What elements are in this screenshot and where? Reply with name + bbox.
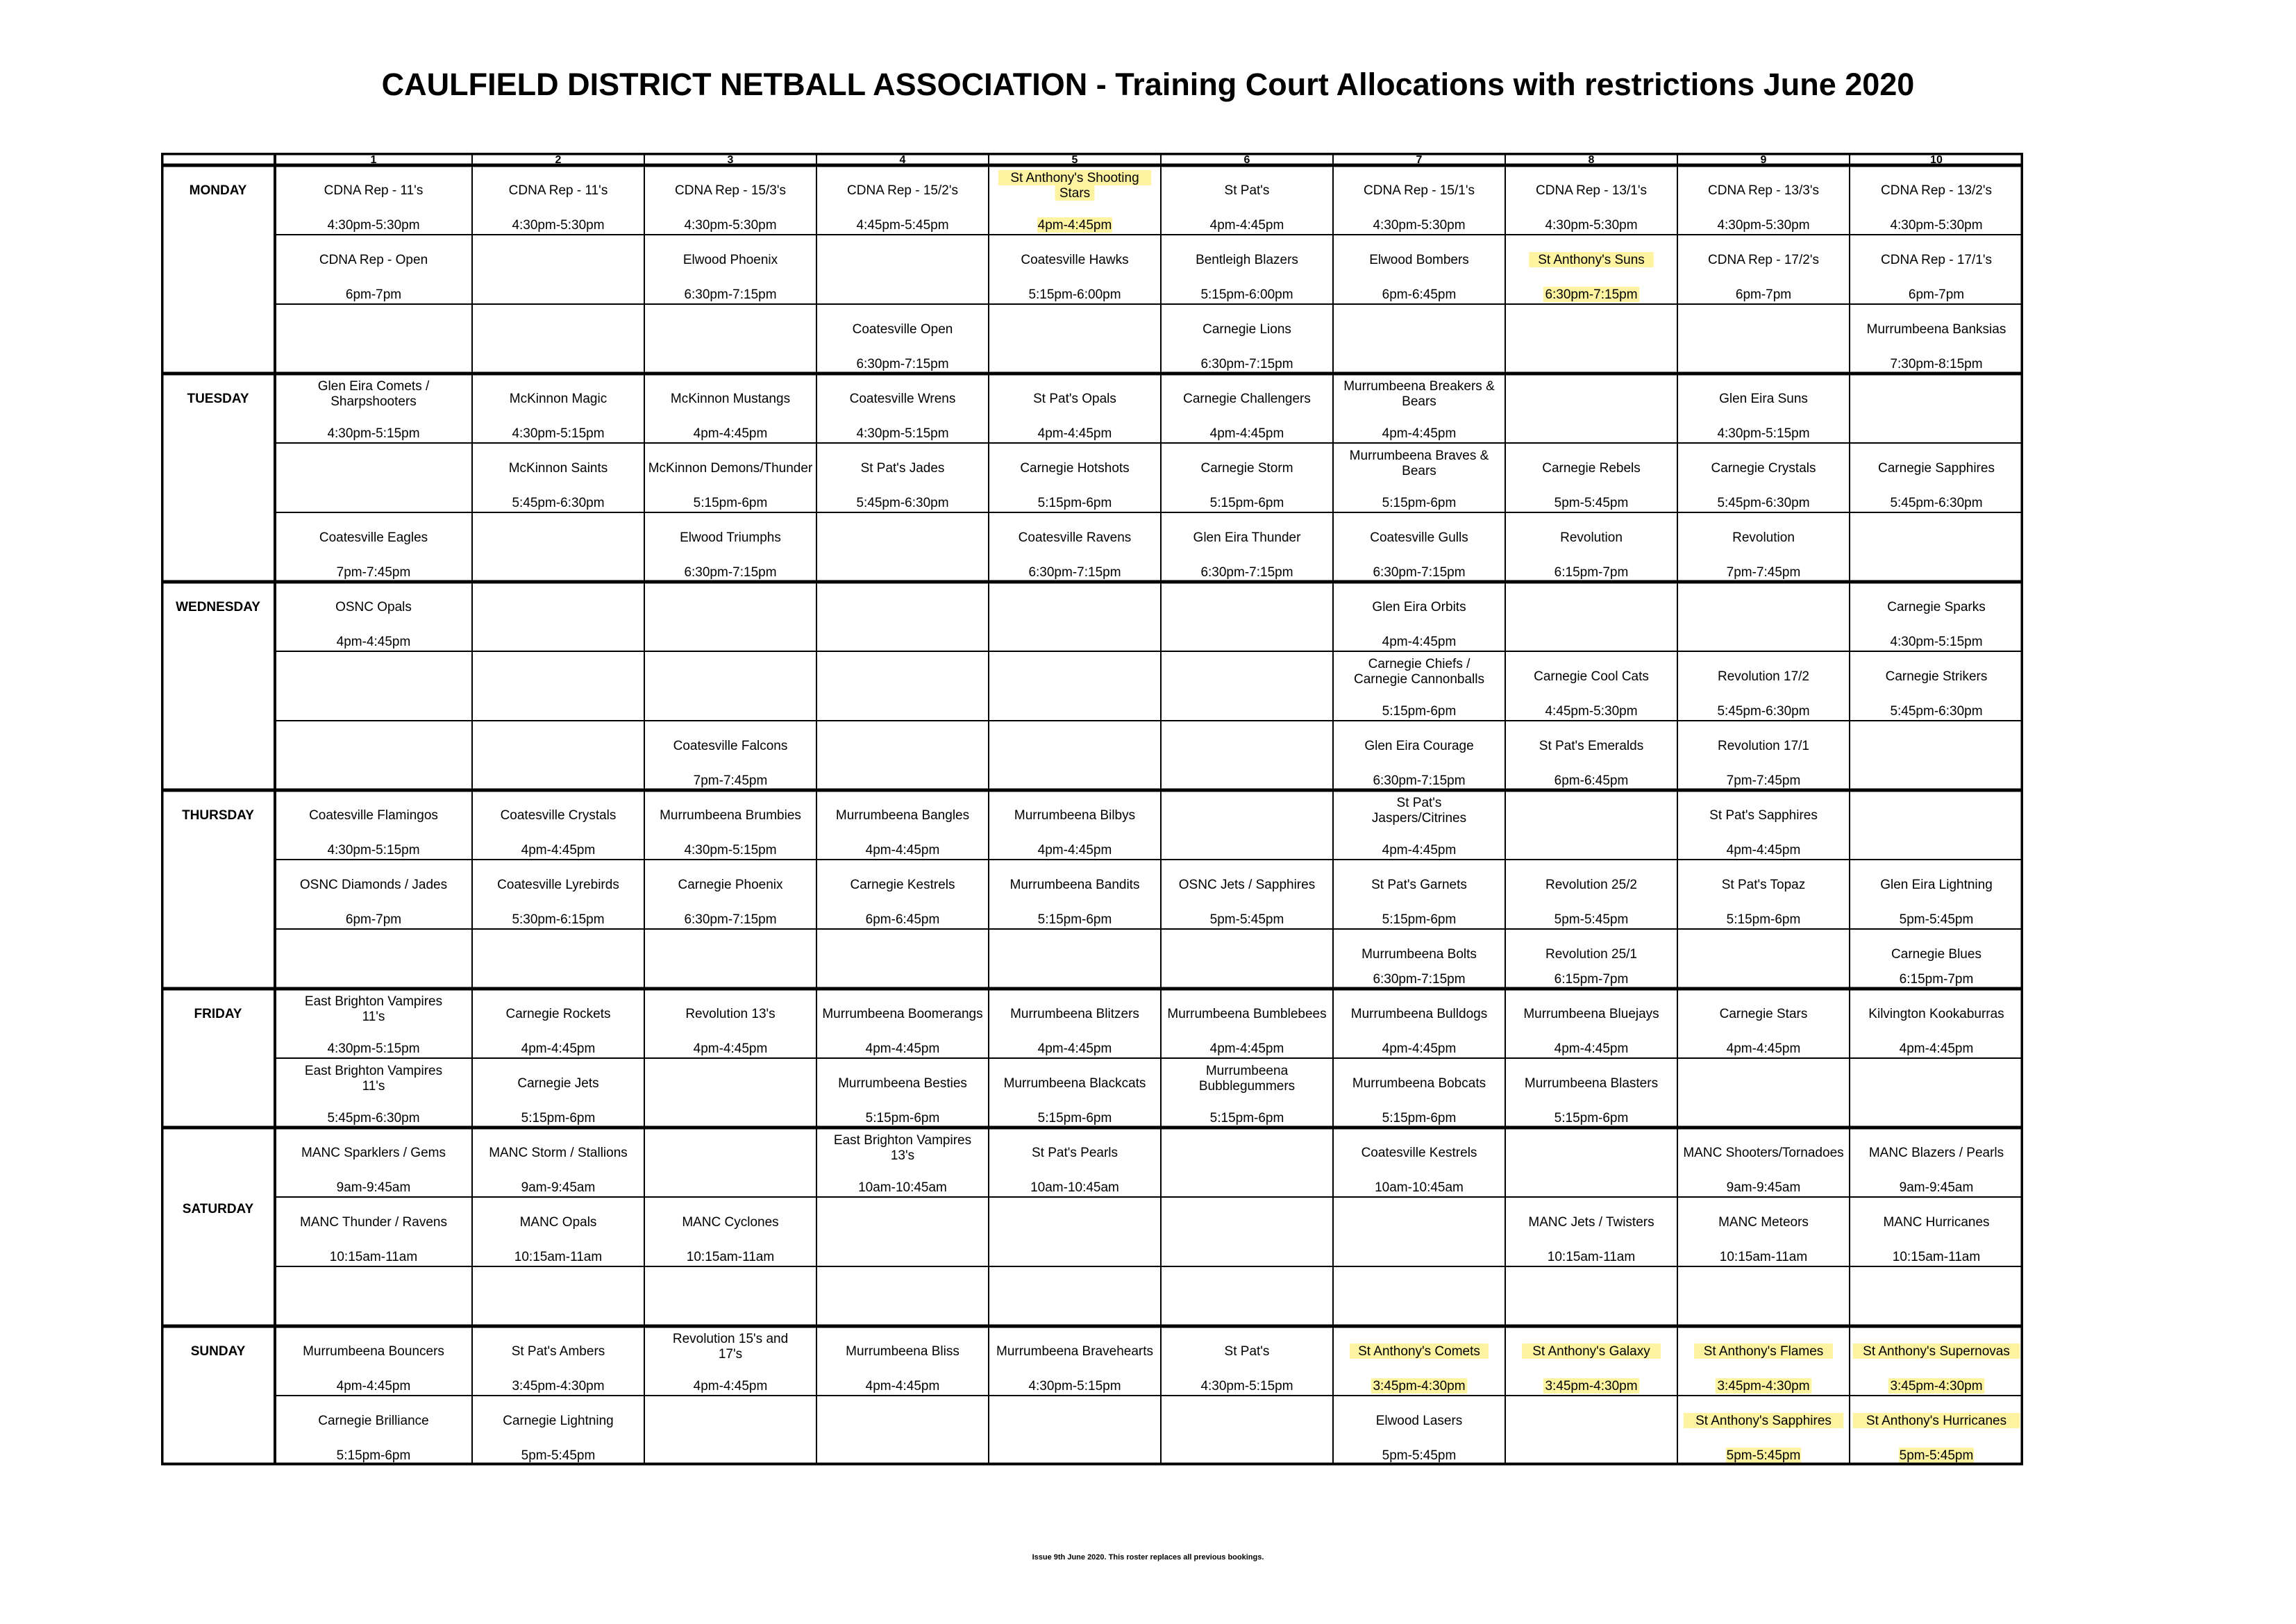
session-time: 5:30pm-6:15pm xyxy=(512,912,605,927)
team-name-revolution-13-s: Revolution 13's xyxy=(685,1007,776,1021)
team-name-cdna-rep-open: CDNA Rep - Open xyxy=(319,253,428,267)
day-label-thursday: THURSDAY xyxy=(182,808,254,823)
team-name-murrumbeena-bluejays: Murrumbeena Bluejays xyxy=(1523,1007,1659,1021)
session-time: 4pm-4:45pm xyxy=(693,1041,768,1056)
session-time: 4pm-4:45pm xyxy=(521,1041,596,1056)
day-label-tuesday: TUESDAY xyxy=(187,392,249,406)
team-name-carnegie-rockets: Carnegie Rockets xyxy=(505,1007,611,1021)
session-time: 4pm-4:45pm xyxy=(865,1379,940,1393)
team-name-revolution-25-1: Revolution 25/1 xyxy=(1545,947,1638,962)
session-time: 6pm-7pm xyxy=(345,287,402,302)
court-header-10: 10 xyxy=(1930,154,1943,166)
session-time: 10am-10:45am xyxy=(1375,1180,1464,1195)
session-time: 6:30pm-7:15pm xyxy=(1373,972,1466,987)
session-time: 7pm-7:45pm xyxy=(336,565,411,580)
session-time: 3:45pm-4:30pm xyxy=(512,1379,605,1393)
session-time: 5:45pm-6:30pm xyxy=(1717,496,1810,510)
session-time: 3:45pm-4:30pm xyxy=(1545,1379,1638,1393)
team-name-murrumbeena-banksias: Murrumbeena Banksias xyxy=(1866,322,2006,337)
team-name-east-brighton-vampires-13-s: 13's xyxy=(890,1148,915,1163)
team-name-st-anthony-s-supernovas: St Anthony's Supernovas xyxy=(1863,1344,2010,1359)
team-name-st-anthony-s-galaxy: St Anthony's Galaxy xyxy=(1532,1344,1650,1359)
session-time: 5:15pm-6pm xyxy=(1037,1111,1112,1125)
session-time: 10am-10:45am xyxy=(1030,1180,1119,1195)
session-time: 10:15am-11am xyxy=(1892,1250,1981,1264)
team-name-east-brighton-vampires-11-s: 11's xyxy=(362,1010,385,1024)
session-time: 6:30pm-7:15pm xyxy=(1373,773,1466,788)
court-header-6: 6 xyxy=(1243,154,1250,166)
session-time: 4pm-4:45pm xyxy=(1209,1041,1284,1056)
session-time: 4:45pm-5:30pm xyxy=(1545,704,1638,719)
session-time: 4pm-4:45pm xyxy=(336,1379,411,1393)
session-time: 4pm-4:45pm xyxy=(1037,843,1112,857)
team-name-carnegie-stars: Carnegie Stars xyxy=(1719,1007,1808,1021)
session-time: 10:15am-11am xyxy=(329,1250,418,1264)
team-name-bentleigh-blazers: Bentleigh Blazers xyxy=(1196,253,1298,267)
session-time: 4pm-4:45pm xyxy=(1209,218,1284,233)
team-name-st-pat-s: St Pat's xyxy=(1224,1344,1270,1359)
team-name-glen-eira-suns: Glen Eira Suns xyxy=(1719,392,1808,406)
team-name-manc-storm-stallions: MANC Storm / Stallions xyxy=(489,1146,628,1160)
session-time: 5:45pm-6:30pm xyxy=(1890,704,1983,719)
team-name-osnc-jets-sapphires: OSNC Jets / Sapphires xyxy=(1178,878,1316,892)
team-name-st-pat-s-sapphires: St Pat's Sapphires xyxy=(1709,808,1818,823)
session-time: 5:45pm-6:30pm xyxy=(1717,704,1810,719)
team-name-murrumbeena-bandits: Murrumbeena Bandits xyxy=(1009,878,1140,892)
team-name-st-anthony-s-shooting-stars: Stars xyxy=(1059,186,1091,201)
team-name-murrumbeena-breakers-bears: Bears xyxy=(1402,394,1436,409)
session-time: 4:30pm-5:15pm xyxy=(327,843,420,857)
team-name-revolution-17-1: Revolution 17/1 xyxy=(1717,739,1810,753)
team-name-cdna-rep-11-s: CDNA Rep - 11's xyxy=(508,183,608,198)
team-name-coatesville-hawks: Coatesville Hawks xyxy=(1021,253,1129,267)
session-time: 4:30pm-5:15pm xyxy=(1028,1379,1121,1393)
team-name-murrumbeena-blasters: Murrumbeena Blasters xyxy=(1524,1076,1659,1091)
session-time: 4pm-4:45pm xyxy=(336,635,411,649)
session-time: 6:30pm-7:15pm xyxy=(684,287,777,302)
team-name-carnegie-cool-cats: Carnegie Cool Cats xyxy=(1534,669,1649,684)
team-name-mckinnon-demons-thunder: McKinnon Demons/Thunder xyxy=(648,461,813,476)
team-name-murrumbeena-boomerangs: Murrumbeena Boomerangs xyxy=(822,1007,983,1021)
team-name-murrumbeena-bouncers: Murrumbeena Bouncers xyxy=(303,1344,444,1359)
session-time: 10:15am-11am xyxy=(1547,1250,1636,1264)
team-name-carnegie-crystals: Carnegie Crystals xyxy=(1711,461,1816,476)
team-name-st-anthony-s-sapphires: St Anthony's Sapphires xyxy=(1695,1414,1832,1428)
court-header-8: 8 xyxy=(1588,154,1595,166)
team-name-mckinnon-saints: McKinnon Saints xyxy=(508,461,608,476)
session-time: 4:30pm-5:30pm xyxy=(1373,218,1466,233)
team-name-manc-blazers-pearls: MANC Blazers / Pearls xyxy=(1868,1146,2004,1160)
session-time: 6pm-7pm xyxy=(1735,287,1792,302)
session-time: 9am-9:45am xyxy=(1726,1180,1801,1195)
session-time: 4pm-4:45pm xyxy=(1554,1041,1629,1056)
team-name-carnegie-challengers: Carnegie Challengers xyxy=(1183,392,1311,406)
page-title: CAULFIELD DISTRICT NETBALL ASSOCIATION - Training Court Allocations with restrictions June 2020 xyxy=(381,67,1915,102)
team-name-kilvington-kookaburras: Kilvington Kookaburras xyxy=(1868,1007,2004,1021)
team-name-revolution-15-s-and-17-s: Revolution 15's and xyxy=(672,1332,789,1346)
team-name-elwood-phoenix: Elwood Phoenix xyxy=(682,253,778,267)
session-time: 4pm-4:45pm xyxy=(1382,635,1457,649)
session-time: 6:30pm-7:15pm xyxy=(684,565,777,580)
session-time: 5:15pm-6pm xyxy=(865,1111,940,1125)
team-name-manc-jets-twisters: MANC Jets / Twisters xyxy=(1528,1215,1654,1230)
team-name-coatesville-flamingos: Coatesville Flamingos xyxy=(309,808,438,823)
team-name-carnegie-hotshots: Carnegie Hotshots xyxy=(1020,461,1130,476)
session-time: 5pm-5:45pm xyxy=(1726,1448,1801,1463)
team-name-cdna-rep-17-2-s: CDNA Rep - 17/2's xyxy=(1708,253,1819,267)
session-time: 4pm-4:45pm xyxy=(1037,218,1112,233)
session-time: 4pm-4:45pm xyxy=(865,1041,940,1056)
team-name-elwood-lasers: Elwood Lasers xyxy=(1375,1414,1463,1428)
session-time: 5:15pm-6pm xyxy=(1037,912,1112,927)
session-time: 4pm-4:45pm xyxy=(1037,426,1112,441)
session-time: 9am-9:45am xyxy=(521,1180,596,1195)
team-name-carnegie-blues: Carnegie Blues xyxy=(1891,947,1981,962)
team-name-coatesville-crystals: Coatesville Crystals xyxy=(500,808,617,823)
session-time: 4:30pm-5:15pm xyxy=(327,426,420,441)
footer-note: Issue 9th June 2020. This roster replaces all previous bookings. xyxy=(1032,1553,1264,1562)
session-time: 6:30pm-7:15pm xyxy=(856,357,949,371)
team-name-elwood-triumphs: Elwood Triumphs xyxy=(680,530,781,545)
team-name-carnegie-chiefs-carnegie-cannonballs: Carnegie Chiefs / xyxy=(1368,657,1470,671)
team-name-glen-eira-lightning: Glen Eira Lightning xyxy=(1880,878,1993,892)
team-name-st-anthony-s-comets: St Anthony's Comets xyxy=(1358,1344,1480,1359)
session-time: 4pm-4:45pm xyxy=(693,426,768,441)
team-name-carnegie-rebels: Carnegie Rebels xyxy=(1542,461,1641,476)
team-name-murrumbeena-bulldogs: Murrumbeena Bulldogs xyxy=(1350,1007,1488,1021)
court-header-3: 3 xyxy=(727,154,734,166)
session-time: 6pm-6:45pm xyxy=(1382,287,1457,302)
team-name-glen-eira-courage: Glen Eira Courage xyxy=(1364,739,1474,753)
team-name-coatesville-wrens: Coatesville Wrens xyxy=(849,392,956,406)
team-name-east-brighton-vampires-11-s: East Brighton Vampires xyxy=(304,1064,443,1078)
team-name-murrumbeena-bilbys: Murrumbeena Bilbys xyxy=(1014,808,1136,823)
session-time: 4:30pm-5:15pm xyxy=(1200,1379,1293,1393)
session-time: 6pm-6:45pm xyxy=(1554,773,1629,788)
session-time: 4:30pm-5:30pm xyxy=(1717,218,1810,233)
session-time: 5:45pm-6:30pm xyxy=(856,496,949,510)
session-time: 4pm-4:45pm xyxy=(693,1379,768,1393)
session-time: 7pm-7:45pm xyxy=(693,773,768,788)
session-time: 4pm-4:45pm xyxy=(521,843,596,857)
session-time: 5:15pm-6pm xyxy=(1209,1111,1284,1125)
team-name-st-anthony-s-shooting-stars: St Anthony's Shooting xyxy=(1010,171,1139,185)
court-header-5: 5 xyxy=(1071,154,1078,166)
session-time: 5:15pm-6pm xyxy=(1726,912,1801,927)
session-time: 4:30pm-5:30pm xyxy=(512,218,605,233)
session-time: 5:15pm-6pm xyxy=(1382,496,1457,510)
team-name-murrumbeena-breakers-bears: Murrumbeena Breakers & xyxy=(1343,379,1495,394)
team-name-carnegie-lions: Carnegie Lions xyxy=(1203,322,1291,337)
team-name-murrumbeena-bubblegummers: Bubblegummers xyxy=(1198,1079,1296,1094)
court-header-2: 2 xyxy=(555,154,562,166)
team-name-carnegie-lightning: Carnegie Lightning xyxy=(503,1414,614,1428)
team-name-manc-meteors: MANC Meteors xyxy=(1718,1215,1809,1230)
team-name-st-pat-s-topaz: St Pat's Topaz xyxy=(1721,878,1806,892)
team-name-murrumbeena-brumbies: Murrumbeena Brumbies xyxy=(660,808,801,823)
session-time: 4pm-4:45pm xyxy=(1382,1041,1457,1056)
session-time: 3:45pm-4:30pm xyxy=(1717,1379,1810,1393)
team-name-cdna-rep-15-2-s: CDNA Rep - 15/2's xyxy=(847,183,958,198)
session-time: 10:15am-11am xyxy=(514,1250,603,1264)
team-name-coatesville-kestrels: Coatesville Kestrels xyxy=(1361,1146,1477,1160)
team-name-st-anthony-s-suns: St Anthony's Suns xyxy=(1538,253,1645,267)
session-time: 7pm-7:45pm xyxy=(1726,565,1801,580)
team-name-manc-shooters-tornadoes: MANC Shooters/Tornadoes xyxy=(1683,1146,1844,1160)
session-time: 5:15pm-6pm xyxy=(1209,496,1284,510)
session-time: 4:45pm-5:45pm xyxy=(856,218,949,233)
team-name-murrumbeena-bumblebees: Murrumbeena Bumblebees xyxy=(1167,1007,1327,1021)
team-name-revolution-17-2: Revolution 17/2 xyxy=(1717,669,1810,684)
session-time: 3:45pm-4:30pm xyxy=(1373,1379,1466,1393)
team-name-manc-thunder-ravens: MANC Thunder / Ravens xyxy=(300,1215,447,1230)
session-time: 4pm-4:45pm xyxy=(1726,843,1801,857)
team-name-murrumbeena-braves-bears: Murrumbeena Braves & xyxy=(1349,449,1489,463)
team-name-east-brighton-vampires-11-s: 11's xyxy=(362,1079,385,1094)
session-time: 6:30pm-7:15pm xyxy=(1373,565,1466,580)
team-name-cdna-rep-17-1-s: CDNA Rep - 17/1's xyxy=(1881,253,1992,267)
court-header-1: 1 xyxy=(370,154,377,166)
session-time: 5pm-5:45pm xyxy=(1554,912,1629,927)
team-name-carnegie-sapphires: Carnegie Sapphires xyxy=(1878,461,1995,476)
team-name-st-pat-s-ambers: St Pat's Ambers xyxy=(511,1344,605,1359)
session-time: 6:30pm-7:15pm xyxy=(1028,565,1121,580)
session-time: 4pm-4:45pm xyxy=(1037,1041,1112,1056)
session-time: 5pm-5:45pm xyxy=(1554,496,1629,510)
team-name-murrumbeena-bliss: Murrumbeena Bliss xyxy=(846,1344,960,1359)
session-time: 10:15am-11am xyxy=(686,1250,775,1264)
session-time: 5:15pm-6:00pm xyxy=(1028,287,1121,302)
team-name-murrumbeena-braves-bears: Bears xyxy=(1402,464,1436,478)
session-time: 5:15pm-6pm xyxy=(693,496,768,510)
team-name-murrumbeena-bubblegummers: Murrumbeena xyxy=(1205,1064,1289,1078)
session-time: 4:30pm-5:30pm xyxy=(1890,218,1983,233)
team-name-glen-eira-thunder: Glen Eira Thunder xyxy=(1193,530,1301,545)
session-time: 6:30pm-7:15pm xyxy=(1200,357,1293,371)
team-name-mckinnon-mustangs: McKinnon Mustangs xyxy=(670,392,791,406)
session-time: 6:30pm-7:15pm xyxy=(1545,287,1638,302)
session-time: 10:15am-11am xyxy=(1719,1250,1808,1264)
team-name-manc-sparklers-gems: MANC Sparklers / Gems xyxy=(301,1146,446,1160)
team-name-carnegie-sparks: Carnegie Sparks xyxy=(1887,600,1986,614)
session-time: 4pm-4:45pm xyxy=(1726,1041,1801,1056)
team-name-st-pat-s-jaspers-citrines: Jaspers/Citrines xyxy=(1371,811,1467,826)
day-label-monday: MONDAY xyxy=(189,183,247,198)
team-name-st-pat-s-opals: St Pat's Opals xyxy=(1033,392,1116,406)
session-time: 5pm-5:45pm xyxy=(1382,1448,1457,1463)
session-time: 5:15pm-6pm xyxy=(1382,1111,1457,1125)
team-name-east-brighton-vampires-13-s: East Brighton Vampires xyxy=(833,1133,972,1148)
team-name-carnegie-kestrels: Carnegie Kestrels xyxy=(850,878,955,892)
session-time: 4:30pm-5:15pm xyxy=(684,843,777,857)
session-time: 4:30pm-5:15pm xyxy=(327,1041,420,1056)
team-name-manc-opals: MANC Opals xyxy=(519,1215,597,1230)
session-time: 5:15pm-6pm xyxy=(1382,704,1457,719)
team-name-murrumbeena-blackcats: Murrumbeena Blackcats xyxy=(1003,1076,1146,1091)
session-time: 4pm-4:45pm xyxy=(1382,426,1457,441)
team-name-st-pat-s-emeralds: St Pat's Emeralds xyxy=(1539,739,1644,753)
session-time: 5pm-5:45pm xyxy=(1899,1448,1974,1463)
session-time: 4pm-4:45pm xyxy=(865,843,940,857)
team-name-east-brighton-vampires-11-s: East Brighton Vampires xyxy=(304,994,443,1009)
team-name-cdna-rep-15-3-s: CDNA Rep - 15/3's xyxy=(675,183,786,198)
session-time: 6:30pm-7:15pm xyxy=(1200,565,1293,580)
team-name-st-pat-s-jades: St Pat's Jades xyxy=(860,461,945,476)
session-time: 6pm-7pm xyxy=(1908,287,1965,302)
session-time: 4:30pm-5:15pm xyxy=(512,426,605,441)
team-name-glen-eira-comets-sharpshooters: Sharpshooters xyxy=(330,394,417,409)
team-name-cdna-rep-15-1-s: CDNA Rep - 15/1's xyxy=(1364,183,1475,198)
session-time: 6:15pm-7pm xyxy=(1899,972,1974,987)
session-time: 5:45pm-6:30pm xyxy=(327,1111,420,1125)
team-name-revolution: Revolution xyxy=(1560,530,1623,545)
session-time: 6:30pm-7:15pm xyxy=(684,912,777,927)
team-name-coatesville-lyrebirds: Coatesville Lyrebirds xyxy=(497,878,619,892)
team-name-carnegie-phoenix: Carnegie Phoenix xyxy=(678,878,783,892)
team-name-cdna-rep-13-3-s: CDNA Rep - 13/3's xyxy=(1708,183,1819,198)
session-time: 5pm-5:45pm xyxy=(1209,912,1284,927)
session-time: 4:30pm-5:30pm xyxy=(1545,218,1638,233)
session-time: 4:30pm-5:30pm xyxy=(327,218,420,233)
session-time: 9am-9:45am xyxy=(1899,1180,1974,1195)
session-time: 10am-10:45am xyxy=(858,1180,947,1195)
session-time: 6:15pm-7pm xyxy=(1554,565,1629,580)
session-time: 4:30pm-5:15pm xyxy=(1890,635,1983,649)
team-name-st-anthony-s-hurricanes: St Anthony's Hurricanes xyxy=(1866,1414,2007,1428)
session-time: 4pm-4:45pm xyxy=(1899,1041,1974,1056)
team-name-manc-cyclones: MANC Cyclones xyxy=(682,1215,779,1230)
session-time: 5:15pm-6pm xyxy=(336,1448,411,1463)
team-name-revolution-25-2: Revolution 25/2 xyxy=(1545,878,1638,892)
team-name-murrumbeena-bangles: Murrumbeena Bangles xyxy=(835,808,970,823)
session-time: 4pm-4:45pm xyxy=(1382,843,1457,857)
session-time: 5:45pm-6:30pm xyxy=(1890,496,1983,510)
session-time: 5:15pm-6pm xyxy=(1382,912,1457,927)
session-time: 6:15pm-7pm xyxy=(1554,972,1629,987)
allocation-table xyxy=(161,153,2023,1480)
session-time: 5:15pm-6pm xyxy=(521,1111,596,1125)
team-name-mckinnon-magic: McKinnon Magic xyxy=(509,392,607,406)
team-name-revolution-15-s-and-17-s: 17's xyxy=(718,1347,743,1362)
session-time: 3:45pm-4:30pm xyxy=(1890,1379,1983,1393)
day-label-friday: FRIDAY xyxy=(194,1007,242,1021)
team-name-coatesville-eagles: Coatesville Eagles xyxy=(319,530,428,545)
court-header-9: 9 xyxy=(1760,154,1767,166)
day-label-sunday: SUNDAY xyxy=(190,1344,246,1359)
day-label-wednesday: WEDNESDAY xyxy=(176,600,260,614)
court-header-7: 7 xyxy=(1416,154,1423,166)
session-time: 5pm-5:45pm xyxy=(521,1448,596,1463)
team-name-coatesville-gulls: Coatesville Gulls xyxy=(1370,530,1468,545)
team-name-st-anthony-s-flames: St Anthony's Flames xyxy=(1703,1344,1824,1359)
session-time: 7:30pm-8:15pm xyxy=(1890,357,1983,371)
team-name-osnc-opals: OSNC Opals xyxy=(335,600,412,614)
team-name-cdna-rep-11-s: CDNA Rep - 11's xyxy=(324,183,424,198)
team-name-glen-eira-comets-sharpshooters: Glen Eira Comets / xyxy=(317,379,430,394)
session-time: 7pm-7:45pm xyxy=(1726,773,1801,788)
team-name-st-pat-s-garnets: St Pat's Garnets xyxy=(1371,878,1467,892)
team-name-coatesville-falcons: Coatesville Falcons xyxy=(673,739,788,753)
team-name-carnegie-storm: Carnegie Storm xyxy=(1200,461,1293,476)
team-name-carnegie-jets: Carnegie Jets xyxy=(517,1076,599,1091)
session-time: 4:30pm-5:15pm xyxy=(856,426,949,441)
session-time: 5:15pm-6pm xyxy=(1554,1111,1629,1125)
session-time: 4:30pm-5:15pm xyxy=(1717,426,1810,441)
team-name-murrumbeena-bravehearts: Murrumbeena Bravehearts xyxy=(996,1344,1153,1359)
team-name-revolution: Revolution xyxy=(1732,530,1795,545)
session-time: 6pm-7pm xyxy=(345,912,402,927)
session-time: 6pm-6:45pm xyxy=(865,912,940,927)
day-label-saturday: SATURDAY xyxy=(182,1202,254,1216)
session-time: 9am-9:45am xyxy=(336,1180,411,1195)
team-name-cdna-rep-13-1-s: CDNA Rep - 13/1's xyxy=(1536,183,1647,198)
team-name-carnegie-chiefs-carnegie-cannonballs: Carnegie Cannonballs xyxy=(1353,672,1485,687)
team-name-carnegie-brilliance: Carnegie Brilliance xyxy=(318,1414,429,1428)
session-time: 5:45pm-6:30pm xyxy=(512,496,605,510)
team-name-coatesville-ravens: Coatesville Ravens xyxy=(1018,530,1132,545)
team-name-coatesville-open: Coatesville Open xyxy=(852,322,953,337)
team-name-elwood-bombers: Elwood Bombers xyxy=(1369,253,1469,267)
team-name-murrumbeena-besties: Murrumbeena Besties xyxy=(838,1076,967,1091)
team-name-manc-hurricanes: MANC Hurricanes xyxy=(1883,1215,1990,1230)
team-name-st-pat-s-jaspers-citrines: St Pat's xyxy=(1396,796,1442,810)
session-time: 4:30pm-5:30pm xyxy=(684,218,777,233)
team-name-murrumbeena-bolts: Murrumbeena Bolts xyxy=(1361,947,1477,962)
court-header-4: 4 xyxy=(899,154,906,166)
team-name-st-pat-s-pearls: St Pat's Pearls xyxy=(1031,1146,1118,1160)
team-name-murrumbeena-blitzers: Murrumbeena Blitzers xyxy=(1010,1007,1139,1021)
team-name-osnc-diamonds-jades: OSNC Diamonds / Jades xyxy=(299,878,448,892)
session-time: 4pm-4:45pm xyxy=(1209,426,1284,441)
team-name-st-pat-s: St Pat's xyxy=(1224,183,1270,198)
team-name-cdna-rep-13-2-s: CDNA Rep - 13/2's xyxy=(1881,183,1992,198)
team-name-glen-eira-orbits: Glen Eira Orbits xyxy=(1372,600,1466,614)
session-time: 5:15pm-6:00pm xyxy=(1200,287,1293,302)
session-time: 5pm-5:45pm xyxy=(1899,912,1974,927)
team-name-carnegie-strikers: Carnegie Strikers xyxy=(1885,669,1988,684)
session-time: 5:15pm-6pm xyxy=(1037,496,1112,510)
team-name-murrumbeena-bobcats: Murrumbeena Bobcats xyxy=(1352,1076,1486,1091)
